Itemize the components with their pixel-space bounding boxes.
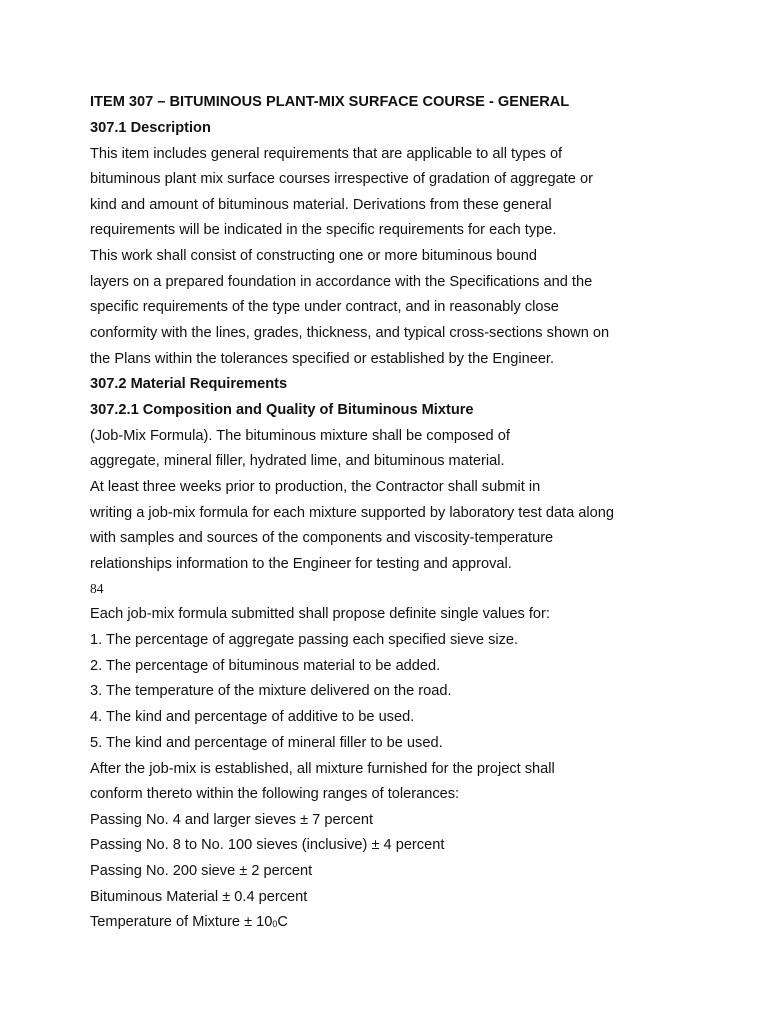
paragraph-line: requirements will be indicated in the specific requirements for each type. <box>90 222 557 238</box>
tolerance-line: Passing No. 8 to No. 100 sieves (inclusive) ± 4 percent <box>90 837 445 853</box>
paragraph-line: specific requirements of the type under contract, and in reasonably close <box>90 299 559 315</box>
section-heading-307-2: 307.2 Material Requirements <box>90 376 288 392</box>
paragraph-line: This work shall consist of constructing one or more bituminous bound <box>90 248 537 264</box>
paragraph-line: bituminous plant mix surface courses irrespective of gradation of aggregate or <box>90 171 593 187</box>
paragraph-line: kind and amount of bituminous material. Derivations from these general <box>90 197 552 213</box>
tolerance-line-temperature <box>90 913 288 933</box>
tolerance-line: Passing No. 200 sieve ± 2 percent <box>90 863 313 879</box>
list-item: 4. The kind and percentage of additive to be used. <box>90 709 415 725</box>
document-title: ITEM 307 – BITUMINOUS PLANT-MIX SURFACE COURSE - GENERAL <box>90 94 570 110</box>
paragraph-line: Each job-mix formula submitted shall propose definite single values for: <box>90 606 550 622</box>
paragraph-line: This item includes general requirements that are applicable to all types of <box>90 146 563 162</box>
temperature-text: Temperature of Mixture ± 10 <box>90 914 273 930</box>
page-number: 84 <box>90 581 104 596</box>
tolerance-line: Bituminous Material ± 0.4 percent <box>90 889 308 905</box>
paragraph-line: After the job-mix is established, all mixture furnished for the project shall <box>90 761 555 777</box>
paragraph-line: the Plans within the tolerances specified or established by the Engineer. <box>90 351 555 367</box>
section-heading-307-1: 307.1 Description <box>90 120 211 136</box>
subsection-heading-307-2-1: 307.2.1 Composition and Quality of Bituminous Mixture <box>90 402 474 418</box>
list-item: 5. The kind and percentage of mineral filler to be used. <box>90 735 443 751</box>
degree-subscript: 0 <box>272 919 278 929</box>
paragraph-line: conformity with the lines, grades, thickness, and typical cross-sections shown on <box>90 325 610 341</box>
paragraph-line: (Job-Mix Formula). The bituminous mixture shall be composed of <box>90 428 510 444</box>
list-item: 2. The percentage of bituminous material to be added. <box>90 658 441 674</box>
paragraph-line: relationships information to the Engineer for testing and approval. <box>90 556 512 572</box>
tolerance-line: Passing No. 4 and larger sieves ± 7 percent <box>90 812 374 828</box>
paragraph-line: conform thereto within the following ranges of tolerances: <box>90 786 460 802</box>
paragraph-line: At least three weeks prior to production, the Contractor shall submit in <box>90 479 541 495</box>
paragraph-line: aggregate, mineral filler, hydrated lime, and bituminous material. <box>90 453 505 469</box>
list-item: 3. The temperature of the mixture delivered on the road. <box>90 683 452 699</box>
paragraph-line: layers on a prepared foundation in accordance with the Specifications and the <box>90 274 593 290</box>
list-item: 1. The percentage of aggregate passing each specified sieve size. <box>90 632 519 648</box>
temperature-unit: C <box>277 914 288 930</box>
paragraph-line: writing a job-mix formula for each mixture supported by laboratory test data along <box>90 505 615 521</box>
paragraph-line: with samples and sources of the components and viscosity-temperature <box>90 530 554 546</box>
